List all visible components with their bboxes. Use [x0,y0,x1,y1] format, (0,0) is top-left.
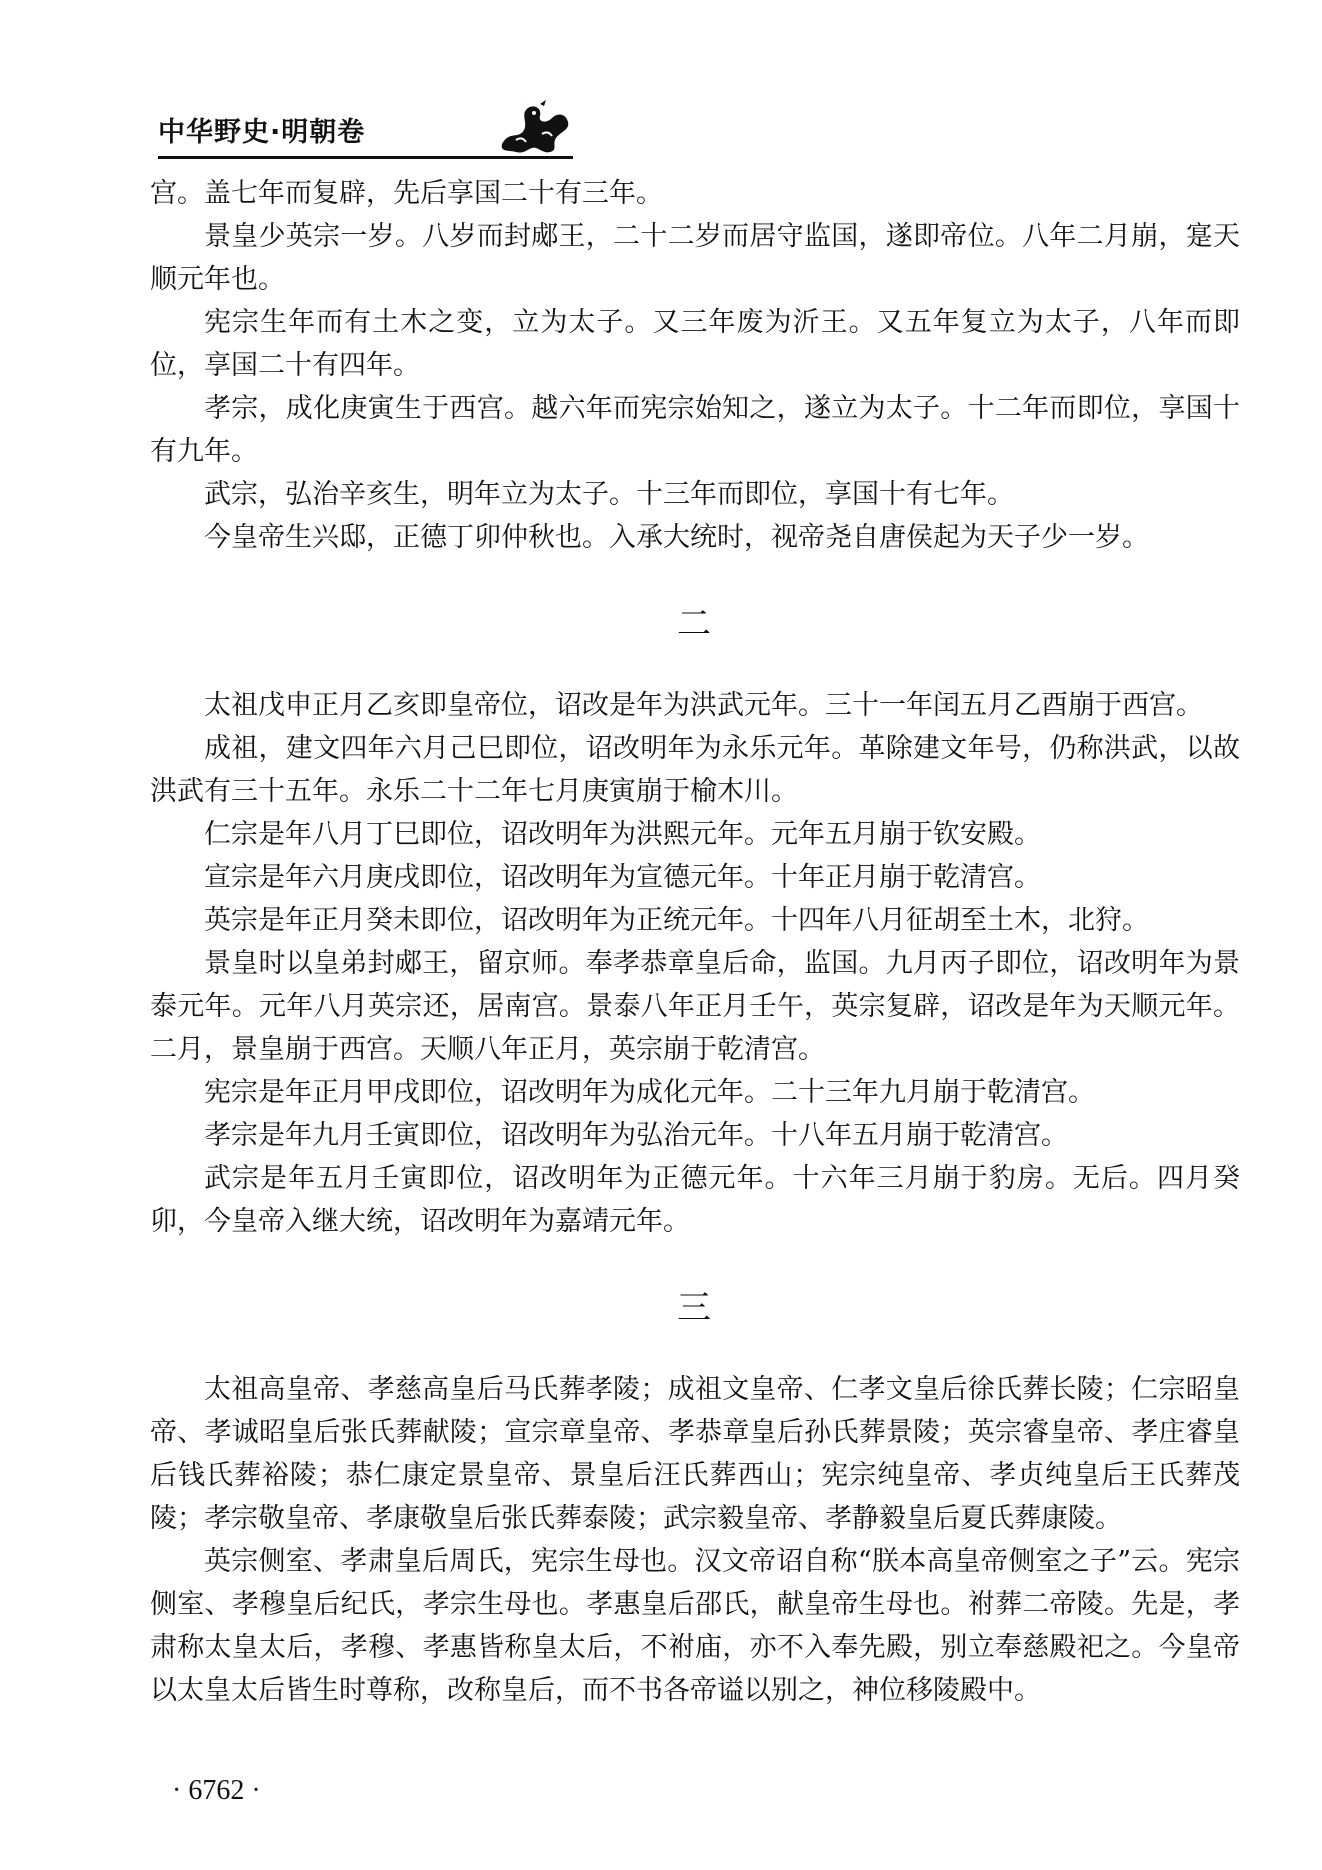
paragraph: 孝宗，成化庚寅生于西宫。越六年而宪宗始知之，遂立为太子。十二年而即位，享国十有九年。 [150,393,1240,467]
paragraph: 今皇帝生兴邸，正德丁卯仲秋也。入承大统时，视帝尧自唐侯起为天子少一岁。 [204,522,1149,553]
paragraph: 英宗是年正月癸未即位，诏改明年为正统元年。十四年八月征胡至土木，北狩。 [204,905,1149,936]
header-title: 中华野史·明朝卷 [158,117,366,148]
page-number: · 6762 · [172,1775,261,1806]
running-header [158,100,573,160]
paragraph: 成祖，建文四年六月己巳即位，诏改明年为永乐元年。革除建文年号，仍称洪武，以故洪武有三十五年。永乐二十二年七月庚寅崩于榆木川。 [150,733,1240,807]
paragraph: 英宗侧室、孝肃皇后周氏，宪宗生母也。汉文帝诏自称“朕本高皇帝侧室之子”云。宪宗侧室、孝穆皇后纪氏，孝宗生母也。孝惠皇后邵氏，献皇帝生母也。祔葬二帝陵。先是，孝肃称太皇太后，孝穆、孝惠皆称皇太后，不祔庙，亦不入奉先殿，别立奉慈殿祀之。今皇帝以太皇太后皆生时尊称，改称皇后，而不书各帝谥以别之，神位移陵殿中。 [150,1546,1240,1706]
header-rule [158,156,573,159]
paragraph: 宪宗是年正月甲戌即位，诏改明年为成化元年。二十三年九月崩于乾清宫。 [204,1077,1095,1108]
paragraph: 武宗，弘治辛亥生，明年立为太子。十三年而即位，享国十有七年。 [204,479,1014,510]
page-body [150,172,1240,1712]
section-heading: 三 [677,1288,713,1328]
paragraph: 宪宗生年而有土木之变，立为太子。又三年废为沂王。又五年复立为太子，八年而即位，享国二十有四年。 [150,307,1240,381]
paragraph: 太祖戊申正月乙亥即皇帝位，诏改是年为洪武元年。三十一年闰五月乙酉崩于西宫。 [204,690,1203,721]
paragraph: 仁宗是年八月丁巳即位，诏改明年为洪熙元年。元年五月崩于钦安殿。 [204,819,1041,850]
paragraph: 太祖高皇帝、孝慈高皇后马氏葬孝陵；成祖文皇帝、仁孝文皇后徐氏葬长陵；仁宗昭皇帝、孝诚昭皇后张氏葬献陵；宣宗章皇帝、孝恭章皇后孙氏葬景陵；英宗睿皇帝、孝庄睿皇后钱氏葬裕陵；恭仁康定景皇帝、景皇后汪氏葬西山；宪宗纯皇帝、孝贞纯皇后王氏葬茂陵；孝宗敬皇帝、孝康敬皇后张氏葬泰陵；武宗毅皇帝、孝静毅皇后夏氏葬康陵。 [150,1374,1240,1534]
paragraph: 武宗是年五月壬寅即位，诏改明年为正德元年。十六年三月崩于豹房。无后。四月癸卯，今皇帝入继大统，诏改明年为嘉靖元年。 [150,1163,1240,1237]
paragraph: 宣宗是年六月庚戌即位，诏改明年为宣德元年。十年正月崩于乾清宫。 [204,862,1041,893]
paragraph: 景皇少英宗一岁。八岁而封郕王，二十二岁而居守监国，遂即帝位。八年二月崩，寔天顺元年也。 [150,221,1240,295]
paragraph: 孝宗是年九月壬寅即位，诏改明年为弘治元年。十八年五月崩于乾清宫。 [204,1120,1068,1151]
section-heading: 二 [677,604,713,644]
paragraph: 景皇时以皇弟封郕王，留京师。奉孝恭章皇后命，监国。九月丙子即位，诏改明年为景泰元年。元年八月英宗还，居南宫。景泰八年正月壬午，英宗复辟，诏改是年为天顺元年。二月，景皇崩于西宫。天顺八年正月，英宗崩于乾清宫。 [150,948,1240,1065]
dragon-emblem-icon [496,100,574,156]
paragraph: 宫。盖七年而复辟，先后享国二十有三年。 [150,178,663,209]
